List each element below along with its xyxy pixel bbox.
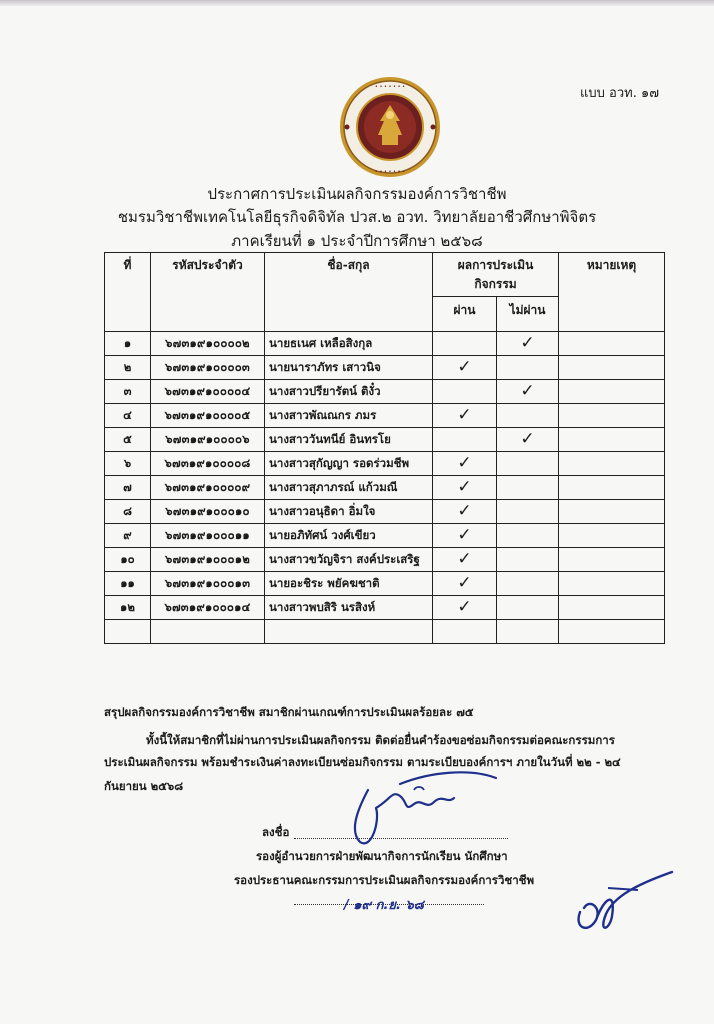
table-row [105, 404, 665, 428]
fail-mark [497, 404, 559, 428]
table-row [105, 356, 665, 380]
student-id: ๖๗๓๑๙๑๐๐๐๑๓ [151, 572, 265, 596]
summary-line-3: ประเมินผลกิจกรรม พร้อมชำระเงินค่าลงทะเบียนซ่อมกิจกรรม ตามระเบียบองค์การฯ ภายในวันที่ ๒๒ - ๒๔ [104, 755, 621, 769]
empty-cell [151, 620, 265, 644]
row-number: ๘ [105, 500, 151, 524]
page-top-border [0, 0, 714, 6]
table-row [105, 332, 665, 356]
empty-cell [497, 620, 559, 644]
pass-mark: ✓ [433, 476, 497, 500]
empty-cell [559, 620, 665, 644]
row-number: ๑ [105, 332, 151, 356]
pass-mark: ✓ [433, 356, 497, 380]
fail-mark [497, 500, 559, 524]
pass-mark: ✓ [433, 404, 497, 428]
row-number: ๑๑ [105, 572, 151, 596]
row-number: ๒ [105, 356, 151, 380]
fail-mark: ✓ [497, 380, 559, 404]
remark-cell [559, 404, 665, 428]
remark-cell [559, 572, 665, 596]
student-name: นางสาววันทนีย์ อินทรโย [265, 428, 433, 452]
table-row [105, 452, 665, 476]
remark-cell [559, 596, 665, 620]
student-name: นางสาวสุภาภรณ์ แก้วมณี [265, 476, 433, 500]
student-name: นายนาราภัทร เสาวนิจ [265, 356, 433, 380]
row-number: ๕ [105, 428, 151, 452]
signature-label: ลงชื่อ [262, 825, 290, 839]
table-row [105, 548, 665, 572]
student-id: ๖๗๓๑๙๑๐๐๐๐๘ [151, 452, 265, 476]
signer-position-2: รองประธานคณะกรรมการประเมินผลกิจกรรมองค์การวิชาชีพ [234, 873, 535, 887]
student-name: นายอภิทัศน์ วงศ์เขียว [265, 524, 433, 548]
pass-mark [433, 428, 497, 452]
student-name: นางสาวพัณณกร ภมร [265, 404, 433, 428]
pass-mark: ✓ [433, 572, 497, 596]
fail-mark [497, 572, 559, 596]
remark-cell [559, 332, 665, 356]
remark-cell [559, 428, 665, 452]
student-id: ๖๗๓๑๙๑๐๐๐๑๒ [151, 548, 265, 572]
fail-mark [497, 596, 559, 620]
pass-mark: ✓ [433, 596, 497, 620]
header-student-id: รหัสประจำตัว [151, 253, 265, 332]
remark-cell [559, 524, 665, 548]
remark-cell [559, 500, 665, 524]
student-id: ๖๗๓๑๙๑๐๐๐๐๙ [151, 476, 265, 500]
handwritten-initials [568, 868, 676, 940]
pass-mark: ✓ [433, 524, 497, 548]
header-remark: หมายเหตุ [559, 253, 665, 332]
remark-cell [559, 452, 665, 476]
handwritten-signature-main [330, 760, 500, 850]
table-body [105, 332, 665, 644]
svg-text:• • • • • • •: • • • • • • • [374, 169, 406, 175]
student-id: ๖๗๓๑๙๑๐๐๐๐๓ [151, 356, 265, 380]
remark-cell [559, 380, 665, 404]
fail-mark [497, 356, 559, 380]
table-row [105, 596, 665, 620]
table-row [105, 572, 665, 596]
header-fail: ไม่ผ่าน [497, 297, 559, 332]
student-name: นายอะชิระ พยัคฆชาติ [265, 572, 433, 596]
student-name: นางสาวพบสิริ นรสิงห์ [265, 596, 433, 620]
student-name: นางสาวปรียารัตน์ ติงั๋ว [265, 380, 433, 404]
signature-date: / ๑๙ ก.ย. ๖๘ [344, 898, 424, 913]
pass-mark: ✓ [433, 500, 497, 524]
row-number: ๗ [105, 476, 151, 500]
signer-position-1: รองผู้อำนวยการฝ่ายพัฒนากิจการนักเรียน นักศึกษา [256, 849, 508, 863]
row-number: ๙ [105, 524, 151, 548]
table-row [105, 524, 665, 548]
remark-cell [559, 548, 665, 572]
student-id: ๖๗๓๑๙๑๐๐๐๑๑ [151, 524, 265, 548]
table-row [105, 380, 665, 404]
student-id: ๖๗๓๑๙๑๐๐๐๐๒ [151, 332, 265, 356]
fail-mark [497, 476, 559, 500]
table-row [105, 476, 665, 500]
row-number: ๓ [105, 380, 151, 404]
summary-line-2: ทั้งนี้ให้สมาชิกที่ไม่ผ่านการประเมินผลกิจกรรม ติดต่อยื่นคำร้องขอซ่อมกิจกรรมต่อคณะกรรมการ [146, 733, 615, 747]
remark-cell [559, 356, 665, 380]
student-id: ๖๗๓๑๙๑๐๐๐๐๖ [151, 428, 265, 452]
header-result: ผลการประเมิน กิจกรรม [433, 253, 559, 297]
fail-mark [497, 452, 559, 476]
evaluation-results-table [104, 252, 665, 644]
title-line-1: ประกาศการประเมินผลกิจกรรมองค์การวิชาชีพ [207, 185, 507, 203]
row-number: ๖ [105, 452, 151, 476]
student-id: ๖๗๓๑๙๑๐๐๐๑๔ [151, 596, 265, 620]
pass-mark [433, 332, 497, 356]
table-row [105, 500, 665, 524]
association-seal-icon [338, 75, 442, 179]
student-name: นางสาวขวัญจิรา สงค์ประเสริฐ [265, 548, 433, 572]
summary-line-1: สรุปผลกิจกรรมองค์การวิชาชีพ สมาชิกผ่านเกณฑ์การประเมินผลร้อยละ ๗๕ [104, 705, 474, 719]
student-id: ๖๗๓๑๙๑๐๐๐๐๔ [151, 380, 265, 404]
svg-text:• • • • • • •: • • • • • • • [374, 84, 406, 90]
row-number: ๑๐ [105, 548, 151, 572]
fail-mark [497, 548, 559, 572]
pass-mark: ✓ [433, 548, 497, 572]
form-code: แบบ อวท. ๑๗ [580, 86, 659, 101]
empty-cell [105, 620, 151, 644]
header-name: ชื่อ-สกุล [265, 253, 433, 332]
remark-cell [559, 476, 665, 500]
row-number: ๑๒ [105, 596, 151, 620]
student-name: นายธเนศ เหลือสิงกุล [265, 332, 433, 356]
table-row-empty [105, 620, 665, 644]
summary-line-4: กันยายน ๒๕๖๘ [104, 779, 184, 793]
empty-cell [265, 620, 433, 644]
header-pass: ผ่าน [433, 297, 497, 332]
table-row [105, 428, 665, 452]
fail-mark [497, 524, 559, 548]
fail-mark: ✓ [497, 332, 559, 356]
student-id: ๖๗๓๑๙๑๐๐๐๑๐ [151, 500, 265, 524]
pass-mark: ✓ [433, 452, 497, 476]
fail-mark: ✓ [497, 428, 559, 452]
student-name: นางสาวอนุธิดา อิ่มใจ [265, 500, 433, 524]
row-number: ๔ [105, 404, 151, 428]
empty-cell [433, 620, 497, 644]
header-no: ที่ [105, 253, 151, 332]
pass-mark [433, 380, 497, 404]
student-name: นางสาวสุกัญญา รอดร่วมชีพ [265, 452, 433, 476]
title-line-2: ชมรมวิชาชีพเทคโนโลยีธุรกิจดิจิทัล ปวส.๒ อวท. วิทยาลัยอาชีวศึกษาพิจิตร [117, 208, 597, 226]
title-line-3: ภาคเรียนที่ ๑ ประจำปีการศึกษา ๒๕๖๘ [231, 232, 483, 250]
student-id: ๖๗๓๑๙๑๐๐๐๐๕ [151, 404, 265, 428]
